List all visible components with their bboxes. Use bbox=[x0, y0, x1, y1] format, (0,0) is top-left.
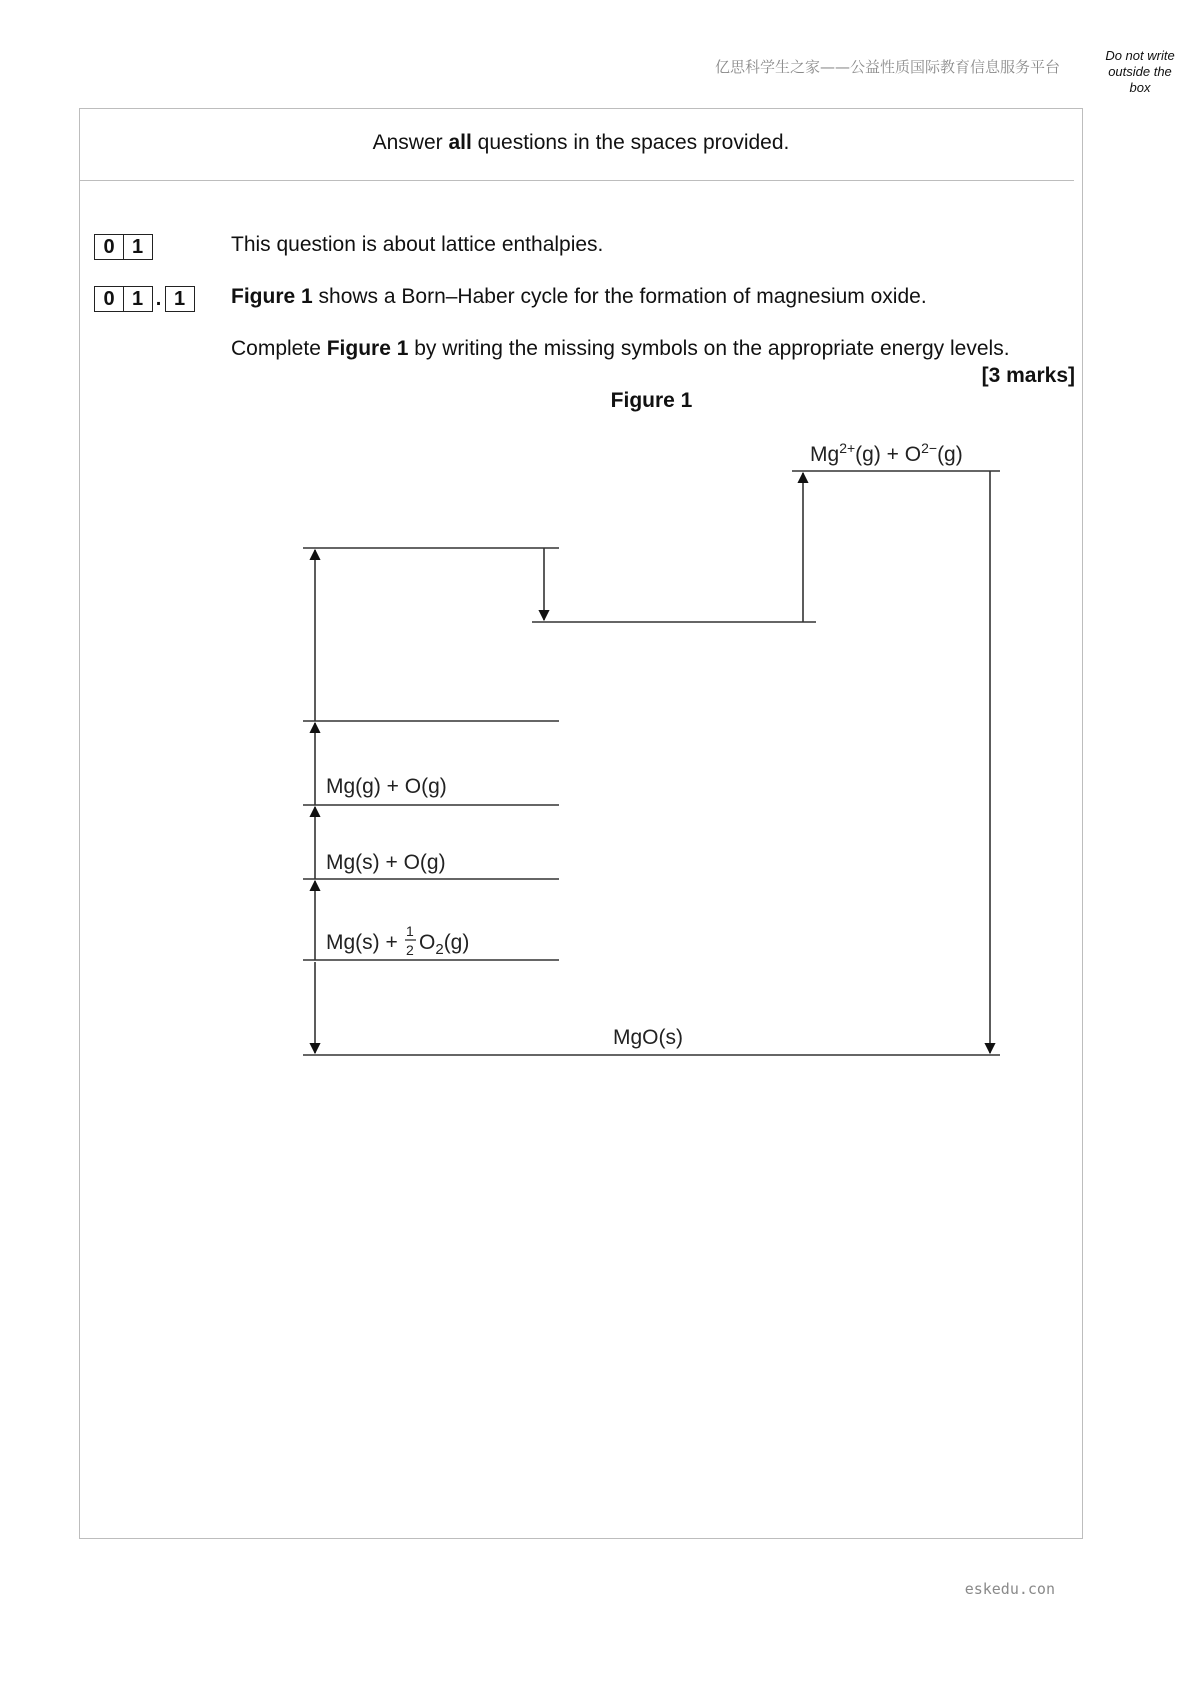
line-2-start: Complete bbox=[231, 337, 327, 360]
question-number-digit: 1 bbox=[123, 286, 153, 312]
fraction-denominator: 2 bbox=[406, 942, 414, 958]
question-01-text: This question is about lattice enthalpies. bbox=[231, 233, 604, 256]
figure-ref: Figure 1 bbox=[326, 337, 409, 360]
label-o2-g: $O_2(g)$ bbox=[419, 931, 470, 958]
label-mgo: MgO(s) bbox=[613, 1026, 683, 1049]
label-ions: $Mg^{2+}(g) + O^{2-}(g)$ bbox=[810, 440, 963, 466]
margin-note-line-3: box bbox=[1129, 80, 1151, 95]
margin-note-line-2: outside the bbox=[1108, 64, 1172, 79]
label-mg-s-o-g: Mg(s) + O(g) bbox=[326, 851, 446, 874]
footer-site: eskedu.con bbox=[964, 1580, 1055, 1598]
instruction-before: Answer bbox=[372, 131, 449, 154]
question-number-digit: 0 bbox=[94, 286, 124, 312]
label-mg-s-half-o2: Mg(s) + bbox=[326, 931, 398, 954]
margin-note-line-1: Do not write bbox=[1105, 48, 1175, 63]
question-number-digit: 1 bbox=[165, 286, 195, 312]
question-number-digit: 1 bbox=[123, 234, 153, 260]
question-number-digit: 0 bbox=[94, 234, 124, 260]
label-mg-g-o-g: Mg(g) + O(g) bbox=[326, 775, 447, 798]
question-number-dot: . bbox=[155, 287, 162, 310]
fraction-numerator: 1 bbox=[406, 923, 414, 939]
line-1-rest: shows a Born–Haber cycle for the formation of magnesium oxide. bbox=[312, 285, 927, 308]
instruction-after: questions in the spaces provided. bbox=[471, 131, 790, 154]
figure-title: Figure 1 bbox=[610, 389, 693, 412]
line-2-rest: by writing the missing symbols on the appropriate energy levels. bbox=[408, 337, 1010, 360]
marks-label: [3 marks] bbox=[981, 364, 1075, 387]
figure-ref: Figure 1 bbox=[231, 285, 313, 308]
instruction-bold: all bbox=[448, 131, 472, 154]
header-banner: 亿思科学生之家——公益性质国际教育信息服务平台 bbox=[714, 58, 1060, 76]
